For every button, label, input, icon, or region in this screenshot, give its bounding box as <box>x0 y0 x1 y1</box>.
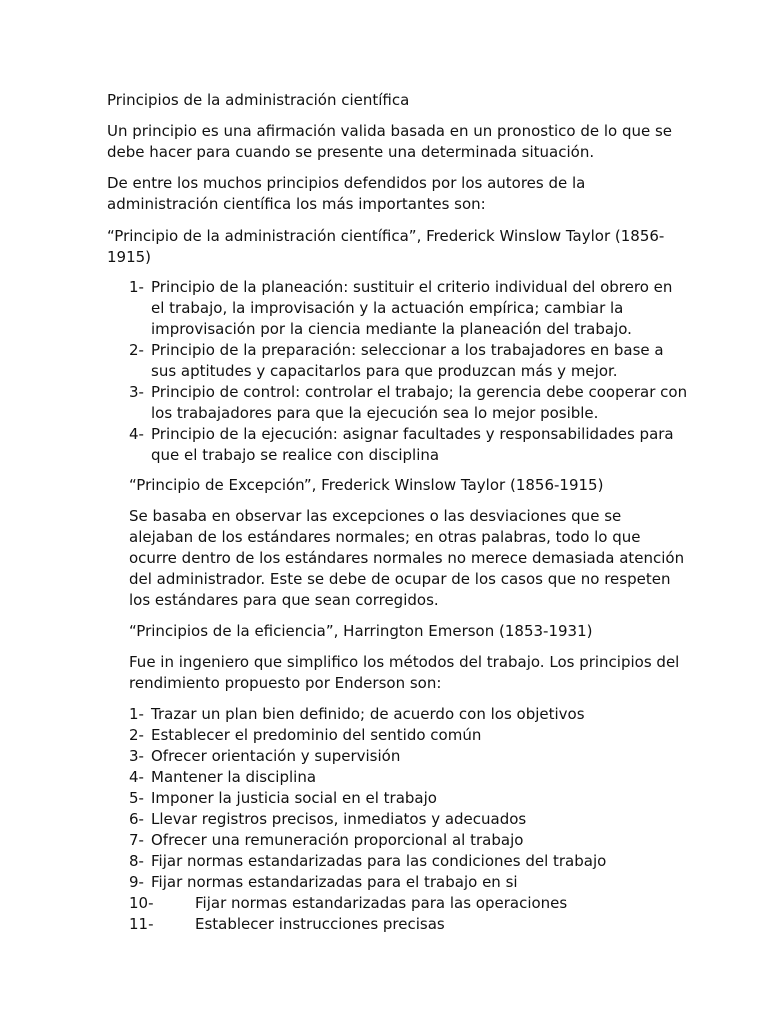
list-item <box>129 809 689 830</box>
document-title: Principios de la administración científica <box>107 91 410 109</box>
efficiency-paragraph: Fue in ingeniero que simplifico los métodos del trabajo. Los principios del rendimiento propuesto por Enderson son: <box>129 653 680 692</box>
list-item <box>129 704 689 725</box>
taylor-heading: “Principio de la administración científica”, Frederick Winslow Taylor (1856-1915) <box>107 227 665 266</box>
list-item-text: Ofrecer orientación y supervisión <box>151 747 401 765</box>
list-item-text: Principio de la preparación: seleccionar a los trabajadores en base a sus aptitudes y capacitarlos para que produzcan más y mejor. <box>151 341 664 380</box>
list-item-text: Fijar normas estandarizadas para las condiciones del trabajo <box>151 852 607 870</box>
list-item <box>129 872 689 893</box>
list-item <box>129 893 689 914</box>
list-item-number: 11- <box>129 915 154 933</box>
list-item-number: 1- <box>129 278 144 296</box>
efficiency-heading: “Principios de la eficiencia”, Harrington Emerson (1853-1931) <box>129 622 593 640</box>
list-item-text: Llevar registros precisos, inmediatos y adecuados <box>151 810 527 828</box>
list-item <box>129 788 689 809</box>
exception-heading: “Principio de Excepción”, Frederick Winslow Taylor (1856-1915) <box>129 476 604 494</box>
list-item-number: 3- <box>129 383 144 401</box>
list-item-number: 4- <box>129 425 144 443</box>
list-item-text: Fijar normas estandarizadas para las operaciones <box>195 894 568 912</box>
list-item <box>129 767 689 788</box>
list-item-number: 8- <box>129 852 144 870</box>
list-item <box>129 746 689 767</box>
efficiency-principles-list <box>129 704 689 935</box>
intro-paragraph-1: Un principio es una afirmación valida basada en un pronostico de lo que se debe hacer para cuando se presente una determinada situación. <box>107 122 673 161</box>
list-item <box>129 851 689 872</box>
list-item <box>129 424 689 466</box>
list-item-text: Imponer la justicia social en el trabajo <box>151 789 437 807</box>
list-item-number: 6- <box>129 810 144 828</box>
list-item-text: Principio de la planeación: sustituir el criterio individual del obrero en el trabajo, la improvisación y la actuación empírica; cambiar la improvisación por la ciencia mediante la planeación del trabajo. <box>151 278 673 338</box>
list-item-number: 4- <box>129 768 144 786</box>
list-item <box>129 277 689 340</box>
intro-paragraph-2: De entre los muchos principios defendidos por los autores de la administración científica los más importantes son: <box>107 174 586 213</box>
list-item-number: 3- <box>129 747 144 765</box>
exception-paragraph: Se basaba en observar las excepciones o las desviaciones que se alejaban de los estándares normales; en otras palabras, todo lo que ocurre dentro de los estándares normales no merece demasiada atención del administrador. Este se debe de ocupar de los casos que no respeten los estándares para que sean corregidos. <box>129 507 685 609</box>
list-item-text: Trazar un plan bien definido; de acuerdo con los objetivos <box>151 705 585 723</box>
list-item <box>129 382 689 424</box>
list-item-number: 2- <box>129 341 144 359</box>
list-item-number: 5- <box>129 789 144 807</box>
list-item <box>129 914 689 935</box>
list-item-number: 10- <box>129 894 154 912</box>
list-item-number: 2- <box>129 726 144 744</box>
list-item-text: Mantener la disciplina <box>151 768 317 786</box>
list-item-text: Principio de la ejecución: asignar facultades y responsabilidades para que el trabajo se realice con disciplina <box>151 425 674 464</box>
list-item <box>129 340 689 382</box>
list-item-text: Fijar normas estandarizadas para el trabajo en si <box>151 873 518 891</box>
list-item-text: Ofrecer una remuneración proporcional al trabajo <box>151 831 524 849</box>
list-item-number: 9- <box>129 873 144 891</box>
taylor-principles-list <box>129 277 689 466</box>
list-item <box>129 830 689 851</box>
list-item-text: Establecer el predominio del sentido común <box>151 726 482 744</box>
list-item <box>129 725 689 746</box>
list-item-number: 7- <box>129 831 144 849</box>
list-item-text: Establecer instrucciones precisas <box>195 915 445 933</box>
list-item-text: Principio de control: controlar el trabajo; la gerencia debe cooperar con los trabajadores para que la ejecución sea lo mejor posible. <box>151 383 688 422</box>
list-item-number: 1- <box>129 705 144 723</box>
